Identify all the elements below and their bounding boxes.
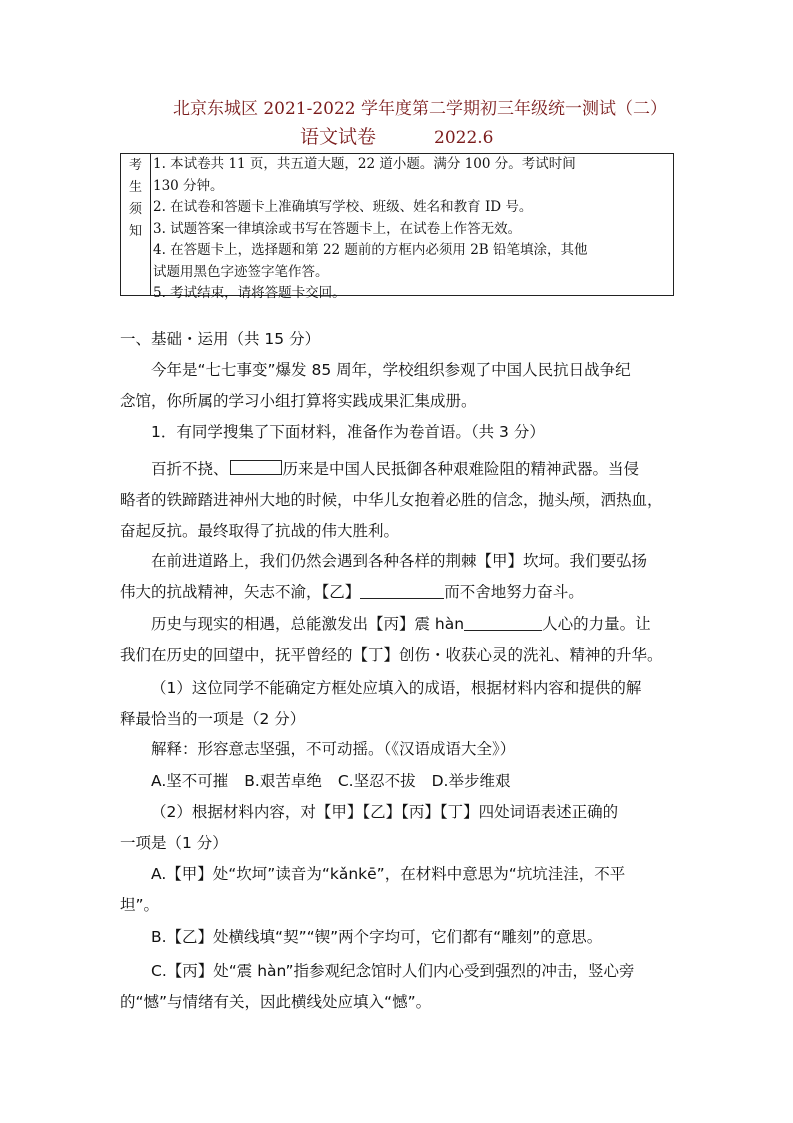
exam-date: 2022.6 (434, 128, 494, 148)
subquestion-2 (120, 797, 676, 859)
notice-side-label (121, 154, 151, 295)
material-line: 略者的铁蹄踏进神州大地的时候，中华儿女抱着必胜的信念，抛头颅，洒热血， (120, 491, 663, 509)
subquestion-line: （1）这位同学不能确定方框处应填入的成语，根据材料内容和提供的解 (151, 679, 642, 697)
notice-item: 2. 在试卷和答题卡上准确填写学校、班级、姓名和教育 ID 号。 (153, 199, 533, 215)
material-text: 人心的力量。让 (542, 615, 651, 633)
material-paragraph-1 (120, 454, 676, 547)
option-a: A.坚不可摧 (151, 772, 229, 790)
subquestion-1 (120, 673, 676, 735)
material-line: 在前进道路上，我们仍然会遇到各种各样的荆棘【甲】坎坷。我们要弘扬 (151, 552, 648, 570)
notice-item: 4. 在答题卡上，选择题和第 22 题前的方框内必须用 2B 铅笔填涂，其他 (153, 242, 588, 258)
option-c: C.坚忍不拔 (337, 772, 416, 790)
subquestion-line: （2）根据材料内容，对【甲】【乙】【丙】【丁】四处词语表述正确的 (151, 803, 619, 821)
question-1: 1．有同学搜集了下面材料，准备作为卷首语。（共 3 分） (151, 423, 545, 441)
material-line (120, 609, 676, 640)
notice-item: 1. 本试卷共 11 页，共五道大题，22 道小题。满分 100 分。考试时间 (153, 156, 576, 172)
notice-item: 试题用黑色字迹签字笔作答。 (153, 263, 329, 280)
option-b: B.艰苦卓绝 (244, 772, 322, 790)
material-paragraph-3 (120, 609, 676, 671)
choice-c (120, 956, 676, 1018)
notice-side-char: 生 (128, 180, 142, 195)
answer-options (120, 766, 676, 797)
material-line: 我们在历史的回望中，抚平曾经的【丁】创伤・收获心灵的洗礼、精神的升华。 (120, 646, 663, 664)
material-line (120, 454, 676, 485)
candidate-notice-box (120, 153, 674, 301)
material-line (120, 577, 676, 608)
subject-title: 语文试卷 (300, 126, 377, 148)
option-d: D.举步维艰 (431, 772, 511, 790)
notice-items (151, 154, 673, 301)
material-line: 奋起反抗。最终取得了抗战的伟大胜利。 (120, 522, 400, 540)
material-text: 而不舍地努力奋斗。 (444, 583, 584, 601)
notice-side-char: 考 (128, 158, 142, 173)
notice-item: 130 分钟。 (153, 177, 224, 194)
material-text: 伟大的抗战精神，矢志不渝，【乙】 (120, 583, 361, 601)
exam-title: 北京东城区 2021-2022 学年度第二学期初三年级统一测试（二） (172, 99, 668, 119)
choice-line: 的“憾”与情绪有关，因此横线处应填入“憾”。 (120, 993, 432, 1011)
subquestion-line: 释最恰当的一项是（2 分） (120, 710, 306, 728)
intro-line: 念馆，你所属的学习小组打算将实践成果汇集成册。 (120, 392, 477, 410)
choice-line: 坦”。 (120, 896, 160, 914)
definition-note: 解释：形容意志坚强，不可动摇。（《汉语成语大全》） (151, 740, 516, 758)
exam-subtitle (300, 124, 600, 151)
material-text: 历来是中国人民抵御各种艰难险阻的精神武器。当侵 (282, 460, 640, 478)
choice-line: A.【甲】处“坎坷”读音为“kǎnkē”，在材料中意思为“坑坑洼洼，不平 (151, 865, 626, 883)
material-text: 历史与现实的相遇，总能激发出【丙】震 hàn (151, 615, 465, 633)
answer-box (230, 460, 282, 475)
answer-blank (360, 584, 444, 599)
answer-blank (464, 616, 542, 631)
intro-line: 今年是“七七事变”爆发 85 周年，学校组织参观了中国人民抗日战争纪 (151, 361, 631, 379)
subquestion-line: 一项是（1 分） (120, 834, 228, 852)
section-title: 一、基础・运用（共 15 分） (120, 330, 321, 348)
choice-line: C.【丙】处“震 hàn”指参观纪念馆时人们内心受到强烈的冲击，竖心旁 (151, 962, 635, 980)
choice-a (120, 859, 676, 921)
choice-b: B.【乙】处横线填“契”“锲”两个字均可，它们都有“雕刻”的意思。 (151, 928, 603, 946)
notice-side-char: 须 (128, 202, 142, 217)
material-text: 百折不挠、 (151, 460, 229, 478)
material-paragraph-2 (120, 546, 676, 608)
notice-side-char: 知 (128, 224, 142, 239)
notice-item: 3. 试题答案一律填涂或书写在答题卡上，在试卷上作答无效。 (153, 220, 522, 237)
intro-paragraph (120, 355, 676, 417)
notice-item: 5. 考试结束，请将答题卡交回。 (153, 285, 346, 301)
